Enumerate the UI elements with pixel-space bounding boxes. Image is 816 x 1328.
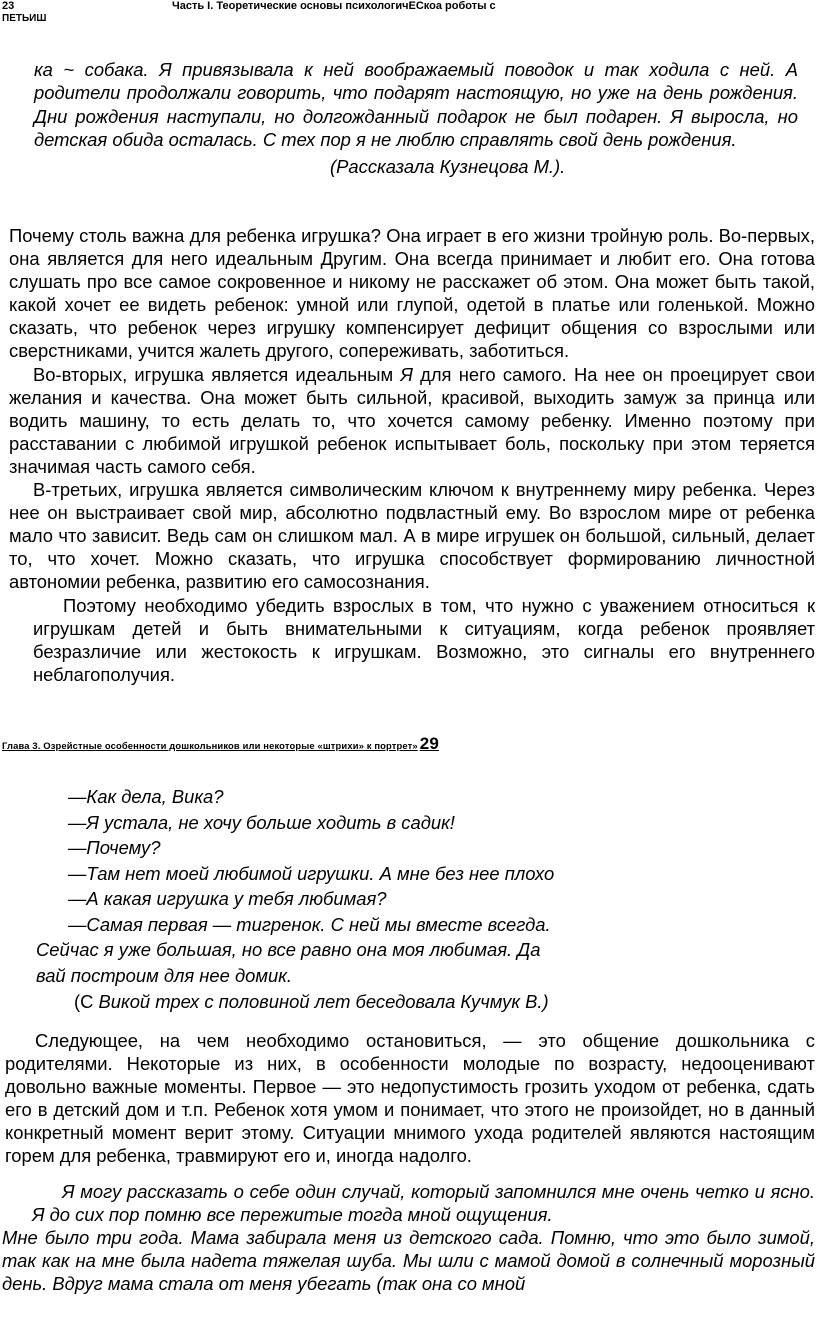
dialogue-line: вай построим для нее домик. [36, 964, 292, 986]
page-number: 23 [2, 0, 15, 12]
dialogue [36, 784, 808, 1015]
text-run: Во-вторых, игрушка является идеальным [33, 363, 401, 385]
text-run-italic: Викой трех с половиной лет беседовала Кучмук В.) [98, 991, 549, 1012]
story-excerpt [34, 58, 798, 178]
dialogue-line: —Там нет моей любимой игрушки. А мне без нее плохо [68, 862, 555, 884]
paragraph: Следующее, на чем необходимо остановиться, — это общение дошкольника с родителями. Некоторые из них, в особенности молодые по возрасту, недооценивают довольно важные моменты. Первое — это недопустимость грозить уходом от ребенка, сдать его в детский дом и т.п. Ребенок хотя умом и понимает, что этого не произойдет, но в данный конкретный момент верит этому. Ситуации мнимого ухода родителей являются настоящим горем для ребенка, травмируют его и, иногда надолго. [5, 1030, 815, 1167]
paragraph [9, 363, 815, 478]
story-text: Мне было три года. Мама забирала меня из детского сада. Помню, что это было зимой, так как на мне была надета тяжелая шуба. Мы шли с мамой домой в солнечный морозный день. Вдруг мама стала от меня убегать (так она со мной [2, 1227, 815, 1295]
dialogue-line: —Я устала, не хочу больше ходить в садик! [68, 811, 455, 833]
running-footer [2, 734, 439, 754]
parents-section [5, 1029, 815, 1168]
text-run-italic: Я [400, 363, 413, 385]
text-run: (С [74, 991, 99, 1012]
dialogue-line: —Почему? [68, 837, 161, 858]
story-two [2, 1180, 815, 1295]
running-header: Часть I. Теоретические основы психологичЕСкоа роботы с [172, 0, 496, 12]
footer-title: Глава 3. Озрейстные особенности дошкольников или некоторые «штрихи» к портрет» [2, 740, 418, 751]
dialogue-line: —Самая первая — тигренок. С ней мы вместе всегда. [68, 913, 551, 935]
paragraph: Почему столь важна для ребенка игрушка? Она играет в его жизни тройную роль. Во-первых, она является для него идеальным Другим. Она всегда принимает и любит его. Она готова слушать про все самое сокровенное и никому не расскажет об этом. Она может быть такой, какой хочет ее видеть ребенок: умной или глупой, одетой в платье или голенькой. Можно сказать, что ребенок через игрушку компенсирует дефицит общения со взрослыми или сверстниками, учится жалеть другого, сопереживать, заботиться. [9, 225, 815, 362]
paragraph: Поэтому необходимо убедить взрослых в том, что нужно с уважением относиться к игрушкам детей и быть внимательными к ситуациям, когда ребенок проявляет безразличие или жестокость к игрушкам. Возможно, это сигналы его внутреннего неблагополучия. [33, 594, 815, 685]
dialogue-line: —А какая игрушка у тебя любимая? [68, 888, 387, 909]
dialogue-line: Сейчас я уже большая, но все равно она моя любимая. Да [36, 939, 541, 960]
toy-roles-section [9, 224, 815, 686]
dialogue-line: —Как дела, Вика? [68, 786, 224, 807]
footer-page-number: 29 [419, 734, 439, 753]
text-run: для него самого. На нее он проецирует свои желания и качества. Она может быть сильной, красивой, выходить замуж за принца или водить машину, то есть делать то, что хочется самому ребенку. Именно поэтому при расставании с любимой игрушкой ребенок испытывает боль, поскольку при этом теряется значимая часть самого себя. [9, 363, 815, 477]
dialogue-attribution [74, 988, 808, 1015]
header-sub: ПЕТЬИШ [2, 13, 47, 24]
story-text: ка ~ собака. Я привязывала к ней воображаемый поводок и так ходила с ней. А родители продолжали говорить, что подарят настоящую, но уже на день рождения. Дни рождения наступали, но долгожданный подарок не был подарен. Я выросла, но детская обида осталась. С тех пор я не люблю справлять свой день рождения. [34, 59, 798, 151]
story-attribution: (Рассказала Кузнецова М.). [330, 155, 566, 177]
paragraph: В-третьих, игрушка является символическим ключом к внутреннему миру ребенка. Через нее он выстраивает свой мир, абсолютно подвластный ему. Во взрослом мире от ребенка мало что зависит. Ведь сам он слишком мал. А в мире игрушек он большой, сильный, делает то, что хочет. Можно сказать, что игрушка способствует формированию личностной автономии ребенка, развитию его самосознания. [9, 479, 815, 593]
story-intro: Я могу рассказать о себе один случай, который запомнился мне очень четко и ясно. Я до сих пор помню все пережитые тогда мной ощущения. [32, 1181, 815, 1226]
